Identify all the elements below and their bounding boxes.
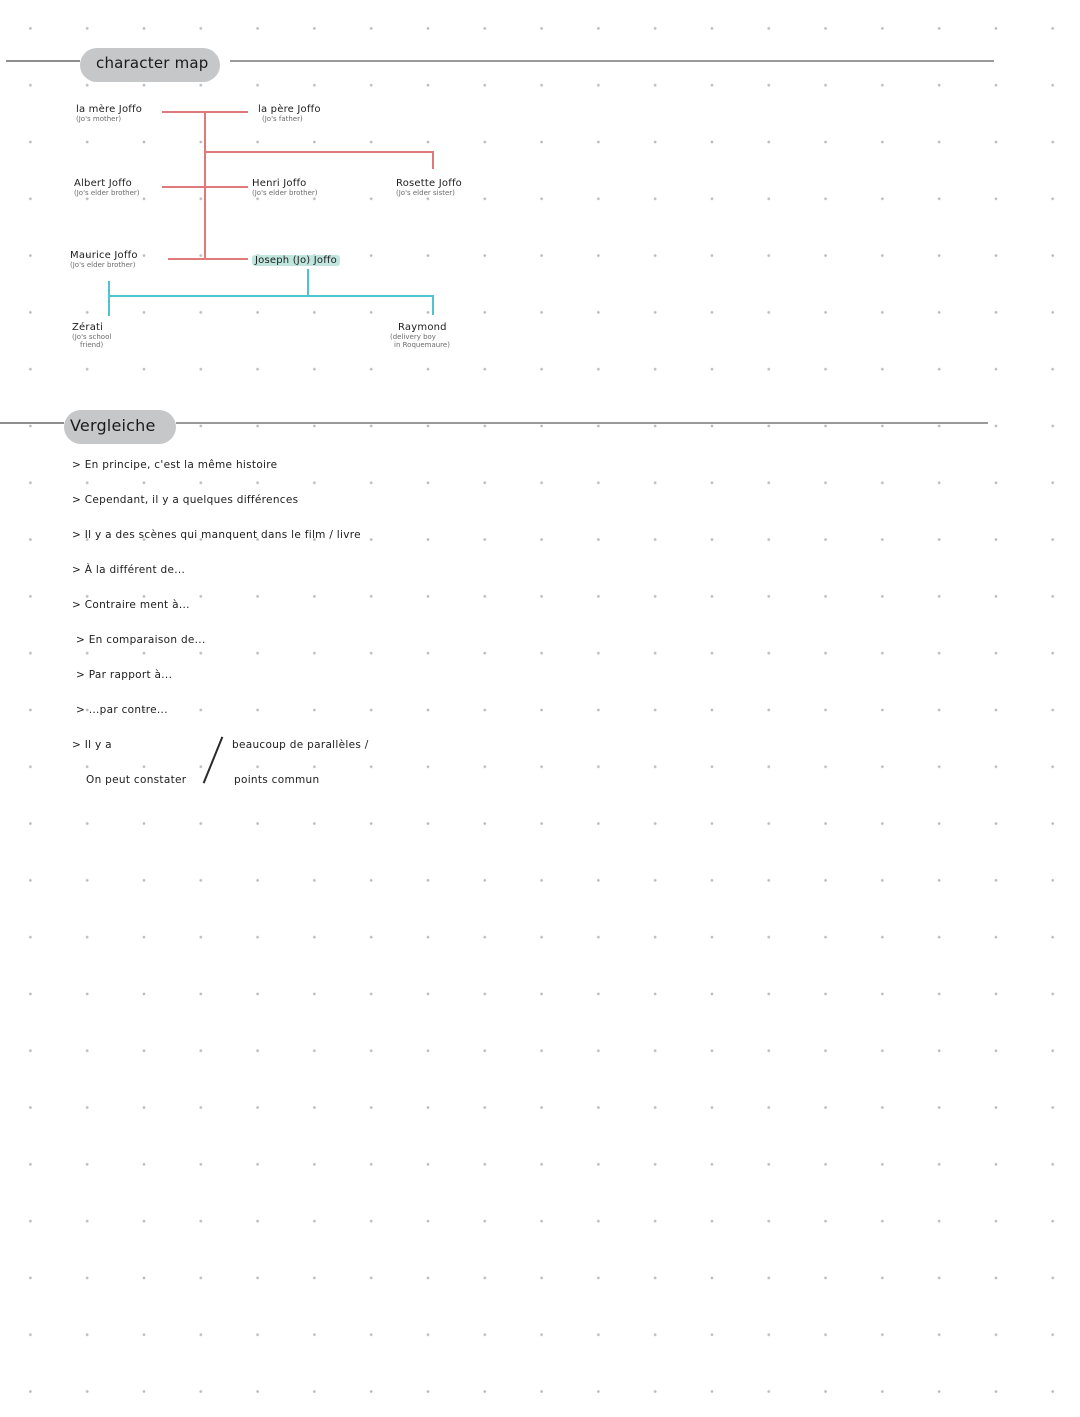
- note-line: > En comparaison de...: [76, 634, 206, 646]
- note-line: > ...par contre...: [76, 704, 168, 716]
- tree-line: [432, 151, 434, 169]
- friend-line: [432, 295, 434, 315]
- note-right: points commun: [234, 774, 320, 786]
- member-mother: la mère Joffo (Jo's mother): [76, 104, 143, 123]
- section-title-pill: [64, 410, 176, 444]
- member-albert: Albert Joffo (Jo's elder brother): [74, 178, 140, 197]
- member-raymond: Raymond (delivery boy in Roquemaure): [390, 322, 450, 349]
- section-title: character map: [96, 54, 209, 72]
- section-divider: [0, 422, 64, 424]
- note-line: > Par rapport à...: [76, 669, 173, 681]
- section-title-pill: [80, 48, 220, 82]
- section-divider: [176, 422, 988, 424]
- note-line: On peut constater: [86, 774, 187, 786]
- tree-line: [162, 186, 248, 188]
- member-henri: Henri Joffo (Jo's elder brother): [252, 178, 318, 197]
- section-divider: [6, 60, 80, 62]
- note-right: beaucoup de parallèles /: [232, 739, 369, 751]
- section-divider: [230, 60, 994, 62]
- note-line: > En principe, c'est la même histoire: [72, 459, 278, 471]
- member-zerati: Zérati (Jo's school friend): [72, 322, 112, 349]
- section-title: Vergleiche: [70, 416, 156, 435]
- tree-line: [204, 111, 206, 259]
- note-line: > Il y a: [72, 739, 112, 751]
- member-rosette: Rosette Joffo (Jo's elder sister): [396, 178, 462, 197]
- note-line: > Il y a des scènes qui manquent dans le film / livre: [72, 529, 361, 541]
- note-line: > Cependant, il y a quelques différences: [72, 494, 299, 506]
- tree-line: [204, 151, 433, 153]
- member-maurice: Maurice Joffo (Jo's elder brother): [70, 250, 138, 269]
- friend-line: [108, 295, 434, 297]
- friend-line: [307, 269, 309, 296]
- tree-line: [168, 258, 248, 260]
- member-father: la père Joffo (Jo's father): [258, 104, 321, 123]
- member-joseph: Joseph (Jo) Joffo: [252, 248, 340, 267]
- friend-line: [108, 281, 110, 316]
- note-line: > Contraire ment à...: [72, 599, 190, 611]
- divider-slash: [203, 736, 224, 783]
- note-line: > À la différent de...: [72, 564, 186, 576]
